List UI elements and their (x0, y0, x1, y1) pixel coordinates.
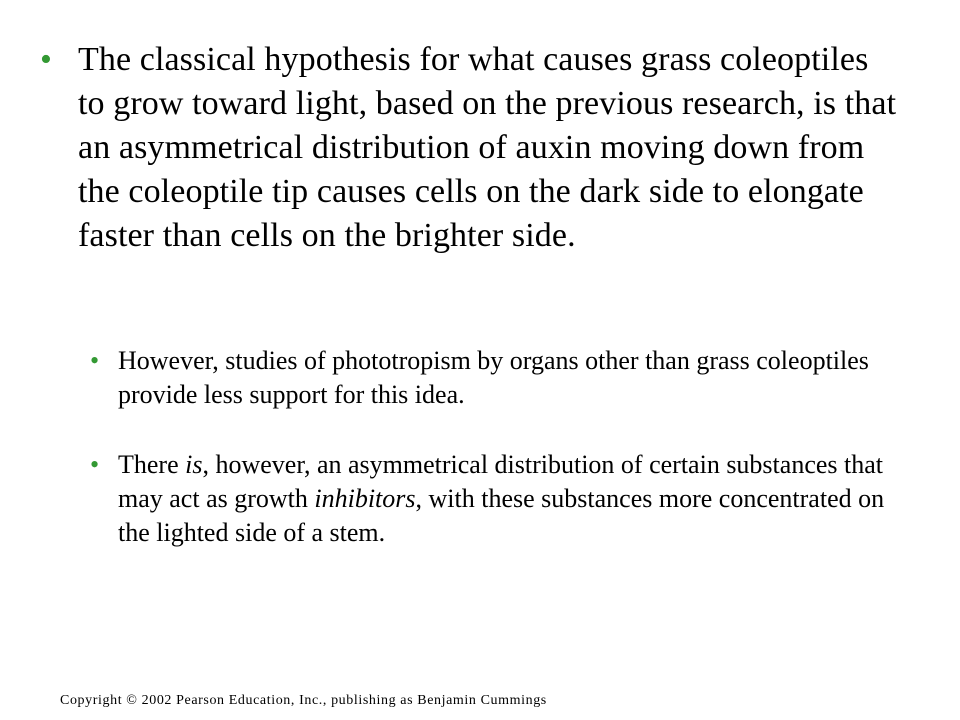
sub-bullet-list (90, 448, 890, 550)
copyright-footer: Copyright © 2002 Pearson Education, Inc., publishing as Benjamin Cummings (60, 693, 547, 708)
sub-bullet-text: However, studies of phototropism by organs other than grass coleoptiles provide less support for this idea. (118, 346, 869, 409)
sub-bullet-item (90, 448, 890, 550)
main-bullet-text: The classical hypothesis for what causes grass coleoptiles to grow toward light, based on the previous research, is that an asymmetrical distribution of auxin moving down from the coleoptile tip causes cells on the dark side to elongate faster than cells on the brighter side. (78, 41, 897, 254)
bullet-dot-icon: • (40, 41, 52, 78)
sub-bullet-list (90, 344, 890, 412)
bullet-dot-icon: • (90, 346, 100, 375)
emphasis-inhibitors: inhibitors (314, 484, 416, 513)
sub-bullet-item (90, 344, 890, 412)
main-bullet-point (40, 38, 900, 258)
bullet-dot-icon: • (90, 450, 100, 479)
sub-bullet-text-part: , however, an asymmetrical distribution of certain substances that may act as growth (118, 450, 884, 513)
sub-bullet-text (118, 448, 890, 550)
sub-bullet-text-part: There (118, 450, 186, 479)
emphasis-is: is (185, 450, 203, 479)
sub-bullet-text-part: , with these substances more concentrated on the lighted side of a stem. (118, 484, 885, 547)
